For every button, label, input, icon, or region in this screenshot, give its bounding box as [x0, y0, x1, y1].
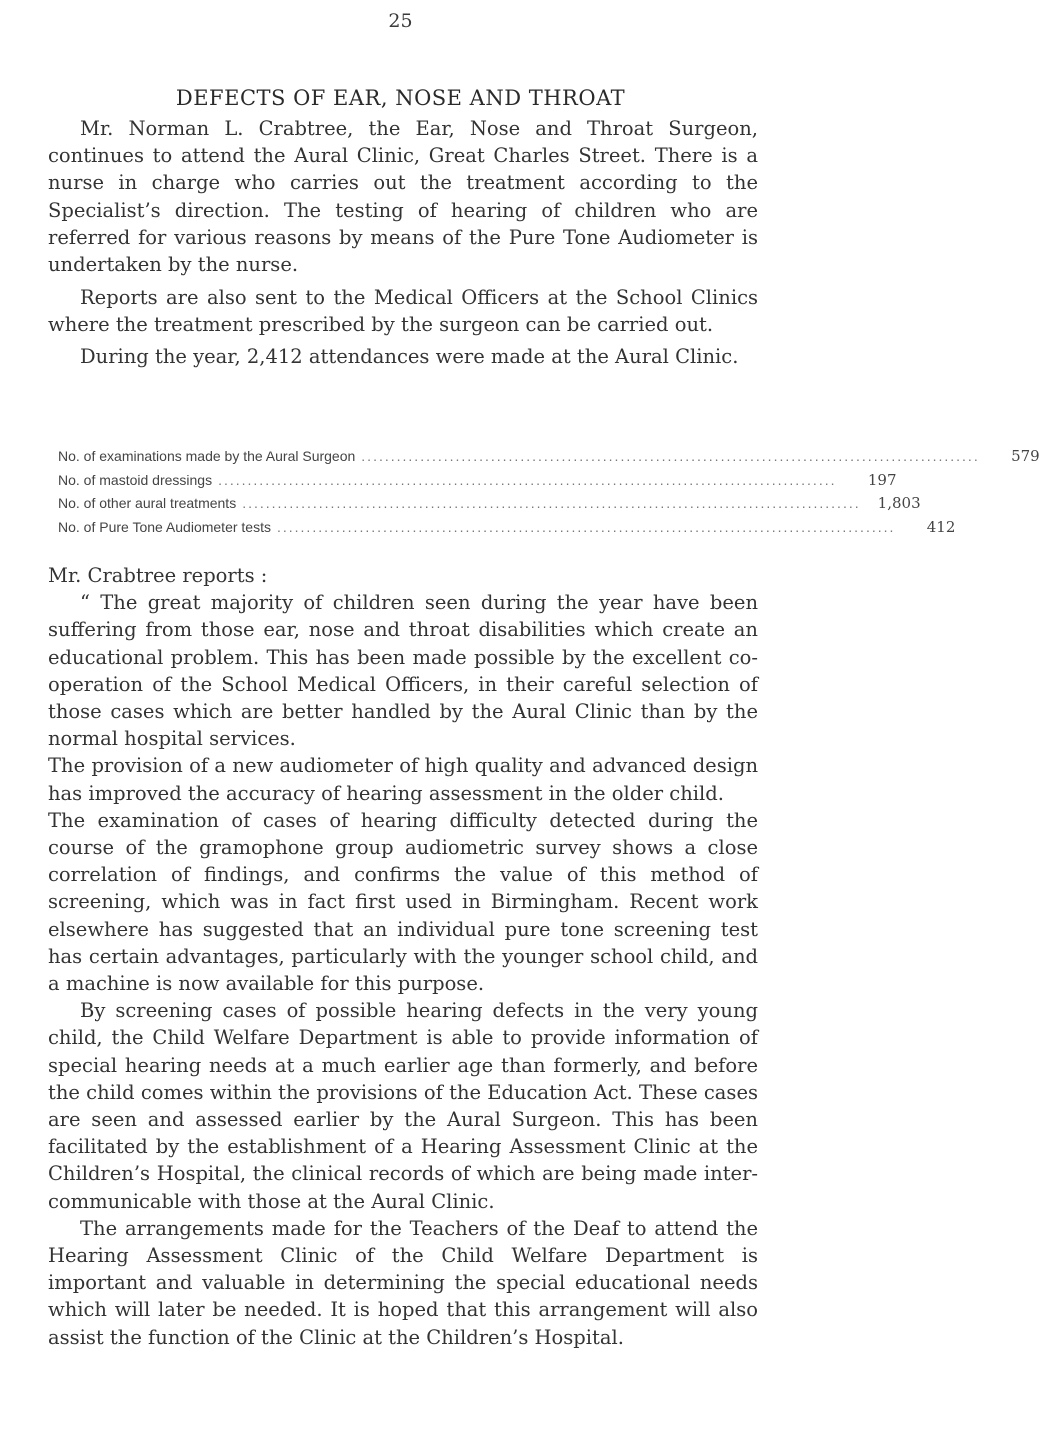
stat-value: 579 [1011, 447, 1040, 465]
leader-dots: ......................................................................................................... [242, 495, 861, 511]
report-intro: Mr. Crabtree reports : [48, 564, 268, 587]
report-paragraph: The arrangements made for the Teachers of the Deaf to attend the Hearing Assessment Clinic of the Child Welfare Department is important and valuable in determining the special educational needs which will later be needed. It is hoped that this arrangement will also assist the function of the Clinic at the Children’s Hospital. [48, 1216, 758, 1349]
leader-dots: ......................................................................................................... [218, 471, 837, 488]
stat-label: No. of mastoid dressings [58, 471, 213, 488]
report-paragraph: The examination of cases of hearing difficulty detected during the course of the gramophone group audiometric survey shows a close correlation of findings, and confirms the value of this method of screening, which was in fact first used in Birmingham. Recent work elsewhere has suggested that an individual pure tone screening test has certain advantages, particularly with the younger school child, and a machine is now available for this purpose. [48, 808, 758, 996]
intro-paragraph: During the year, 2,412 attendances were made at the Aural Clinic. [80, 344, 739, 368]
stat-value: 1,803 [877, 494, 921, 512]
report-text [48, 550, 758, 1351]
report-paragraph: The provision of a new audiometer of high quality and advanced design has improved the accuracy of hearing assessment in the older child. [48, 754, 758, 805]
intro-paragraph: Reports are also sent to the Medical Officers at the School Clinics where the treatment prescribed by the surgeon can be carried out. [48, 286, 758, 337]
stat-row [58, 447, 1040, 471]
stat-row [58, 470, 897, 495]
intro-text [48, 97, 758, 370]
stat-value: 197 [867, 470, 897, 489]
stat-label: No. of other aural treatments [58, 495, 237, 511]
report-paragraph: By screening cases of possible hearing defects in the very young child, the Child Welfare Department is able to provide information of special hearing needs at a much earlier age than formerly, and before the child comes within the provisions of the Education Act. These cases are seen and assessed earlier by the Aural Surgeon. This has been facilitated by the establishment of a Hearing Assessment Clinic at the Children’s Hospital, the clinical records of which are being made inter-communicable with those at the Aural Clinic. [48, 999, 758, 1213]
page-number: 25 [388, 10, 413, 32]
stat-row [58, 517, 956, 542]
leader-dots: ......................................................................................................... [276, 518, 896, 535]
stat-value: 412 [926, 517, 956, 536]
section-heading: DEFECTS OF EAR, NOSE AND THROAT [175, 86, 626, 110]
intro-paragraph: Mr. Norman L. Crabtree, the Ear, Nose and Throat Surgeon, continues to attend the Aural Clinic, Great Charles Street. There is a nurse in charge who carries out the treatment according to the Specialist’s direction. The testing of hearing of children who are referred for various reasons by means of the Pure Tone Audiometer is undertaken by the nurse. [48, 117, 758, 277]
stat-label: No. of examinations made by the Aural Surgeon [58, 448, 356, 464]
leader-dots: ......................................................................................................... [361, 448, 980, 464]
statistics-table [58, 447, 1040, 541]
stat-row [58, 494, 921, 518]
report-paragraph: “ The great majority of children seen during the year have been suffering from those ear, nose and throat disabilities which create an educational problem. This has been made possible by the excellent co-operation of the School Medical Officers, in their careful selection of those cases which are better handled by the Aural Clinic than by the normal hospital services. [48, 591, 758, 751]
stat-label: No. of Pure Tone Audiometer tests [58, 518, 271, 535]
